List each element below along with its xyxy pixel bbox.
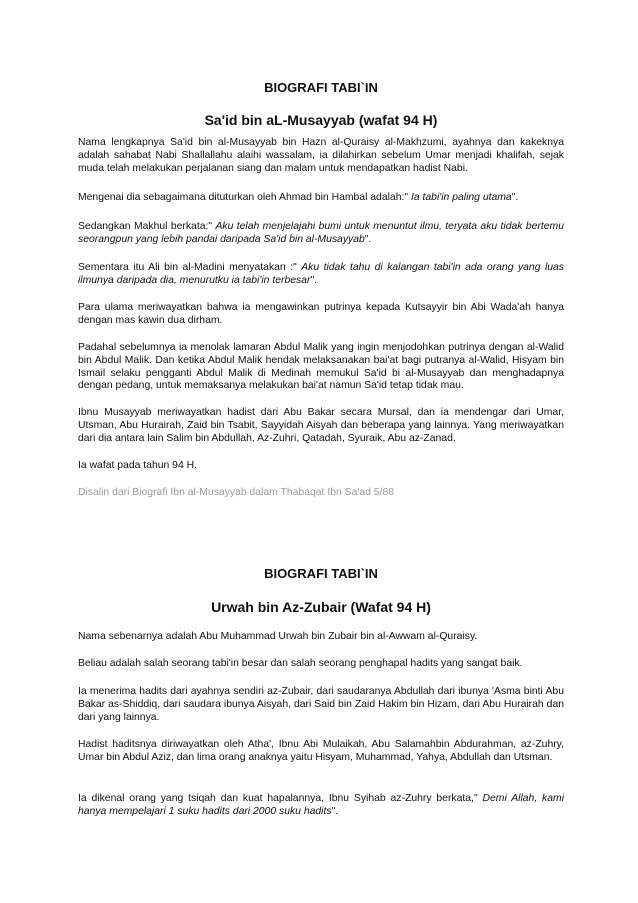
quote: Ia tabi'in paling utama — [410, 192, 512, 203]
text: Sedangkan Makhul berkata:" — [78, 221, 216, 232]
paragraph: Padahal sebelumnya ia menolak lamaran Abdul Malik yang ingin menjodohkan putrinya dengan al-Walid bin Abdul Malik. Dan ketika Abdul Malik hendak melaksanakan bai'at bagi putranya al-Walid, Hisyam bin Ismail selaku pengganti Abdul Malik di Medinah memukul Sa'id bi al-Musayyab dan menghadapnya dengan pedang, untuk memaksanya melakukan bai'at namun Sa'id tetap tidak mau. — [78, 342, 564, 392]
paragraph: Ia menerima hadits dari ayahnya sendiri az-Zubair, dari saudaranya Abdullah dari ibunya 'Asma binti Abu Bakar as-Shiddiq, dari saudara ibunya Aisyah, dari Said bin Zaid Hakim bin Hizam, dari Abu Hurairah dan dari yang lainnya. — [78, 686, 564, 723]
paragraph: Ibnu Musayyab meriwayatkan hadist dari Abu Bakar secara Mursal, dan ia mendengar dari Umar, Utsman, Abu Hurairah, Zaid bin Tsabit, Sayyidah Aisyah dan beberapa yang lainnya. Yang meriwayatkan dari dia antara lain Salim bin Abdullah, Az-Zuhri, Qatadah, Syuraik, Abu az-Zanad. — [78, 407, 564, 444]
text: ". — [364, 233, 372, 245]
section-heading: BIOGRAFI TABI`IN — [264, 566, 378, 581]
text: ". — [331, 805, 339, 817]
text: Mengenai dia sebagaimana dituturkan oleh Ahmad bin Hambal adalah:" — [78, 192, 411, 203]
quote: Aku telah menjelajahi bumi untuk menuntut ilmu, teryata aku tidak bertemu seorangpun yang lebih pandai daripada Sa'id bin al-Musayyab — [78, 221, 564, 245]
paragraph — [78, 793, 564, 819]
text: Sementara itu Ali bin al-Madini menyatakan :" — [78, 262, 302, 273]
paragraph: Para ulama meriwayatkan bahwa ia mengawinkan putrinya kepada Kutsayyir bin Abi Wada'ah hanya dengan mas kawin dua dirham. — [78, 302, 564, 326]
biography-title: Sa'id bin aL-Musayyab (wafat 94 H) — [204, 112, 438, 128]
subheading-said — [78, 111, 564, 129]
paragraph — [78, 262, 564, 288]
paragraph — [78, 221, 564, 247]
paragraph: Beliau adalah salah seorang tabi'in besar dan salah seorang penghapal hadits yang sangat baik. — [78, 658, 523, 669]
quote: Aku tidak tahu di kalangan tabi'in ada orang yang luas ilmunya daripada dia, menurutku ia tabi'in terbesar — [78, 262, 565, 286]
heading-biografi-1 — [78, 80, 564, 96]
paragraph: Nama sebenarnya adalah Abu Muhammad Urwah bin Zubair bin al-Awwam al-Quraisy. — [78, 631, 478, 642]
text: ". — [511, 192, 519, 203]
paragraph — [78, 192, 564, 205]
quote: Demi Allah, kami hanya mempelajari 1 suku hadits dari 2000 suku hadits — [78, 793, 564, 817]
paragraph: Hadist haditsnya diriwayatkan oleh Atha', Ibnu Abi Mulaikah, Abu Salamahbin Abdurahman, az-Zuhry, Umar bin Abdul Aziz, dan lima orang anaknya yaitu Hisyam, Muhammad, Yahya, Abdullah dan Utsman. — [78, 739, 564, 763]
biography-title: Urwah bin Az-Zubair (Wafat 94 H) — [211, 599, 431, 615]
paragraph: Ia wafat pada tahun 94 H. — [78, 460, 198, 471]
section-heading: BIOGRAFI TABI`IN — [264, 80, 378, 95]
source-citation: Disalin dari Biografi Ibn al-Musayyab dalam Thabaqat Ibn Sa'ad 5/88 — [78, 487, 395, 498]
text: ". — [310, 274, 318, 286]
text: Ia dikenal orang yang tsiqah dan kuat hapalannya, Ibnu Syihab az-Zuhry berkata," — [78, 793, 483, 804]
paragraph: Nama lengkapnya Sa'id bin al-Musayyab bin Hazn al-Quraisy al-Makhzumi, ayahnya dan kakeknya adalah sahabat Nabi Shallallahu alaihi wassalam, ia dilahirkan sebelum Umar menjadi khalifah, sejak muda telah melakukan perjalanan siang dan malam untuk mendapatkan hadist Nabi. — [78, 137, 564, 174]
